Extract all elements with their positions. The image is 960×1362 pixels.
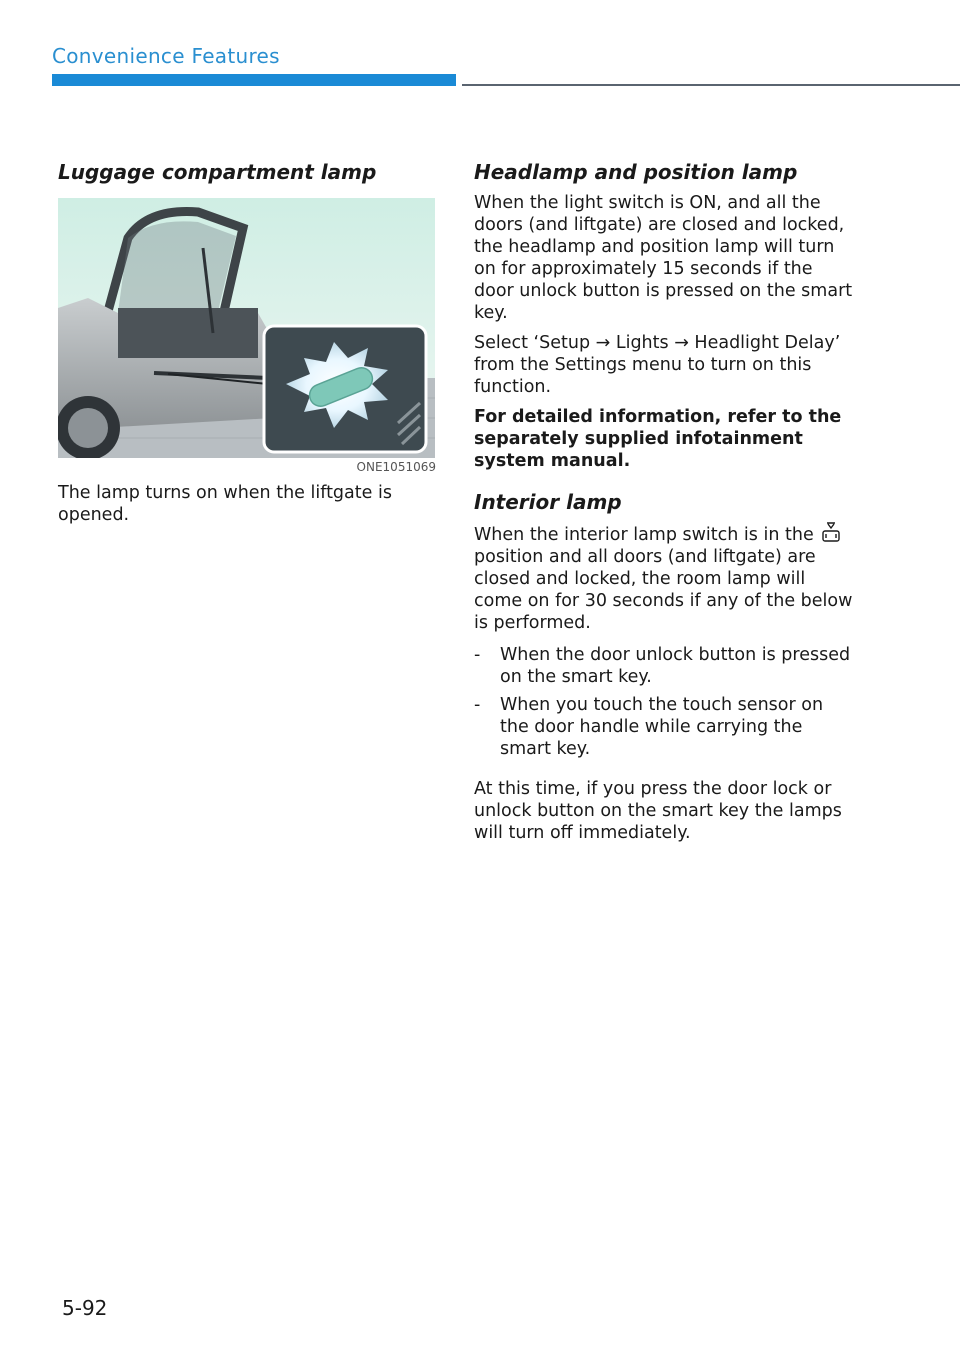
section-title: Convenience Features <box>52 44 280 68</box>
figure-code: ONE1051069 <box>356 460 436 474</box>
interior-lamp-heading: Interior lamp <box>474 490 622 514</box>
luggage-lamp-text: The lamp turns on when the liftgate is opened. <box>58 483 392 525</box>
headlamp-paragraph-1: When the light switch is ON, and all the doors (and liftgate) are closed and locked, the headlamp and position lamp will turn on for approximately 15 seconds if the door unlock button is pressed on the smart key. <box>474 193 853 323</box>
page-number: 5-92 <box>62 1296 108 1320</box>
interior-lamp-paragraph-1 <box>474 522 854 634</box>
header-rule-accent <box>52 74 456 86</box>
headlamp-paragraph-3: For detailed information, refer to the separately supplied infotainment system manual. <box>474 407 842 471</box>
list-item-text: When you touch the touch sensor on the door handle while carrying the smart key. <box>500 695 824 759</box>
left-column <box>58 160 436 526</box>
list-dash: - <box>474 645 481 665</box>
luggage-lamp-heading: Luggage compartment lamp <box>58 160 377 184</box>
headlamp-paragraph-2: Select ‘Setup → Lights → Headlight Delay’ from the Settings menu to turn on this function. <box>474 333 841 397</box>
door-lamp-icon <box>819 522 843 544</box>
right-column <box>474 160 854 844</box>
list-dash: - <box>474 695 481 715</box>
header-rule <box>462 84 960 86</box>
luggage-lamp-illustration <box>58 198 435 458</box>
interior-lamp-text-after-icon: position and all doors (and liftgate) are closed and locked, the room lamp will come on for 30 seconds if any of the below is performed. <box>474 547 853 633</box>
interior-lamp-paragraph-2: At this time, if you press the door lock or unlock button on the smart key the lamps will turn off immediately. <box>474 779 842 843</box>
list-item <box>474 694 854 760</box>
list-item <box>474 644 854 688</box>
interior-lamp-text-before-icon: When the interior lamp switch is in the <box>474 525 814 545</box>
list-item-text: When the door unlock button is pressed on the smart key. <box>500 645 851 687</box>
interior-lamp-conditions <box>474 644 854 760</box>
headlamp-heading: Headlamp and position lamp <box>474 160 798 184</box>
